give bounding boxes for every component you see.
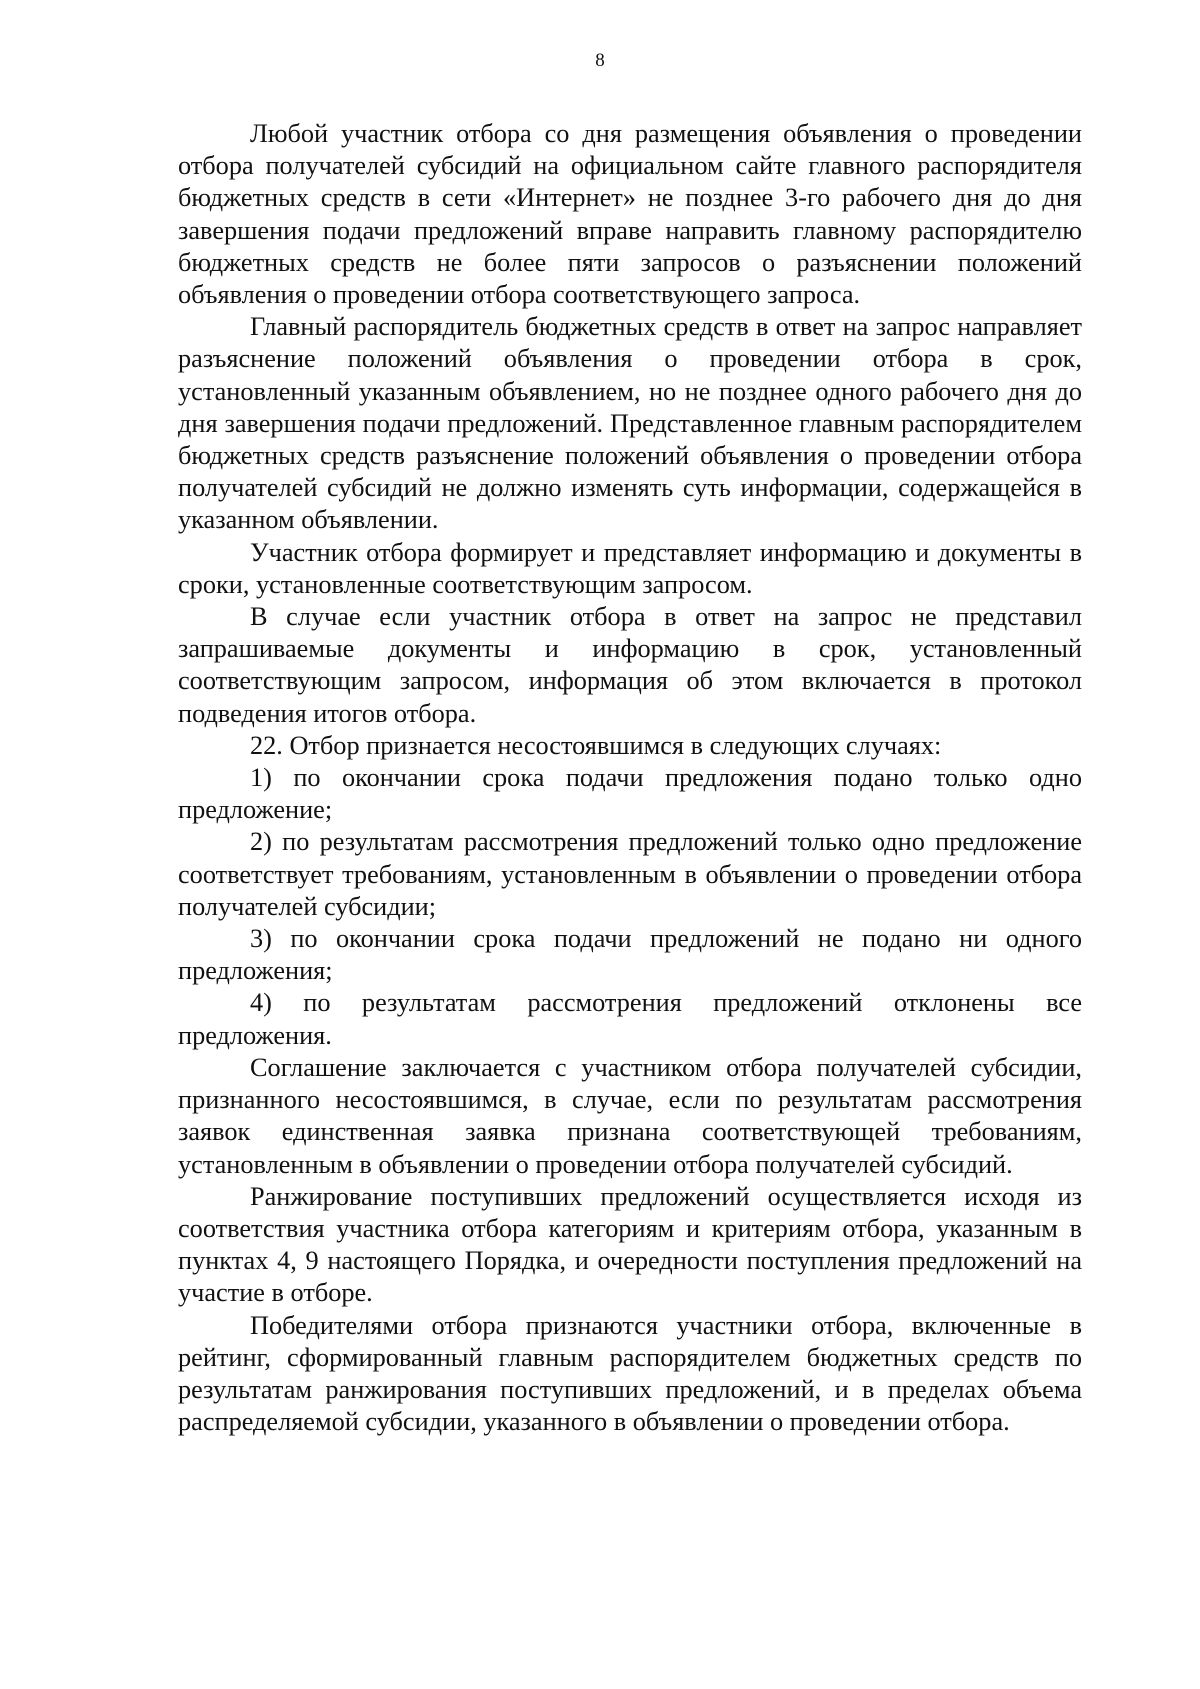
paragraph-clarification-requests: Любой участник отбора со дня размещения объявления о проведении отбора получателей субсидий на официальном сайте главного распорядителя бюджетных средств в сети «Интернет» не позднее 3-го рабочего дня до дня завершения подачи предложений вправе направить главному распорядителю бюджетных средств не более пяти запросов о разъяснении положений объявления о проведении отбора соответствующего запроса. <box>178 119 1082 310</box>
paragraph-ranking: Ранжирование поступивших предложений осуществляется исходя из соответствия участника отбора категориям и критериям отбора, указанным в пунктах 4, 9 настоящего Порядка, и очередности поступления предложений на участие в отборе. <box>178 1181 1082 1308</box>
page-number: 8 <box>595 50 605 71</box>
paragraph-clarification-response: Главный распорядитель бюджетных средств в ответ на запрос направляет разъяснение положений объявления о проведении отбора в срок, установленный указанным объявлением, но не позднее одного рабочего дня до дня завершения подачи предложений. Представленное главным распорядителем бюджетных средств разъяснение положений объявления о проведении отбора получателей субсидий не должно изменять суть информации, содержащейся в указанном объявлении. <box>178 312 1082 535</box>
paragraph-clause-22: 22. Отбор признается несостоявшимся в следующих случаях: <box>250 730 942 760</box>
paragraph-winners: Победителями отбора признаются участники отбора, включенные в рейтинг, сформированный главным распорядителем бюджетных средств по результатам ранжирования поступивших предложений, и в пределах объема распределяемой субсидии, указанного в объявлении о проведении отбора. <box>178 1310 1082 1437</box>
paragraph-agreement: Соглашение заключается с участником отбора получателей субсидии, признанного несостоявшимся, в случае, если по результатам рассмотрения заявок единственная заявка признана соответствующей требованиям, установленным в объявлении о проведении отбора получателей субсидий. <box>178 1052 1082 1179</box>
paragraph-missing-documents: В случае если участник отбора в ответ на запрос не представил запрашиваемые документы и информацию в срок, установленный соответствующим запросом, информация об этом включается в протокол подведения итогов отбора. <box>178 602 1082 728</box>
paragraph-participant-documents: Участник отбора формирует и представляет информацию и документы в сроки, установленные соответствующим запросом. <box>178 537 1082 599</box>
list-item-2: 2) по результатам рассмотрения предложений только одно предложение соответствует требованиям, установленным в объявлении о проведении отбора получателей субсидии; <box>178 827 1082 921</box>
list-item-4: 4) по результатам рассмотрения предложений отклонены все предложения. <box>178 988 1082 1050</box>
document-body <box>178 118 1082 1438</box>
list-item-1: 1) по окончании срока подачи предложения подано только одно предложение; <box>178 763 1082 825</box>
list-item-3: 3) по окончании срока подачи предложений не подано ни одного предложения; <box>178 924 1082 986</box>
